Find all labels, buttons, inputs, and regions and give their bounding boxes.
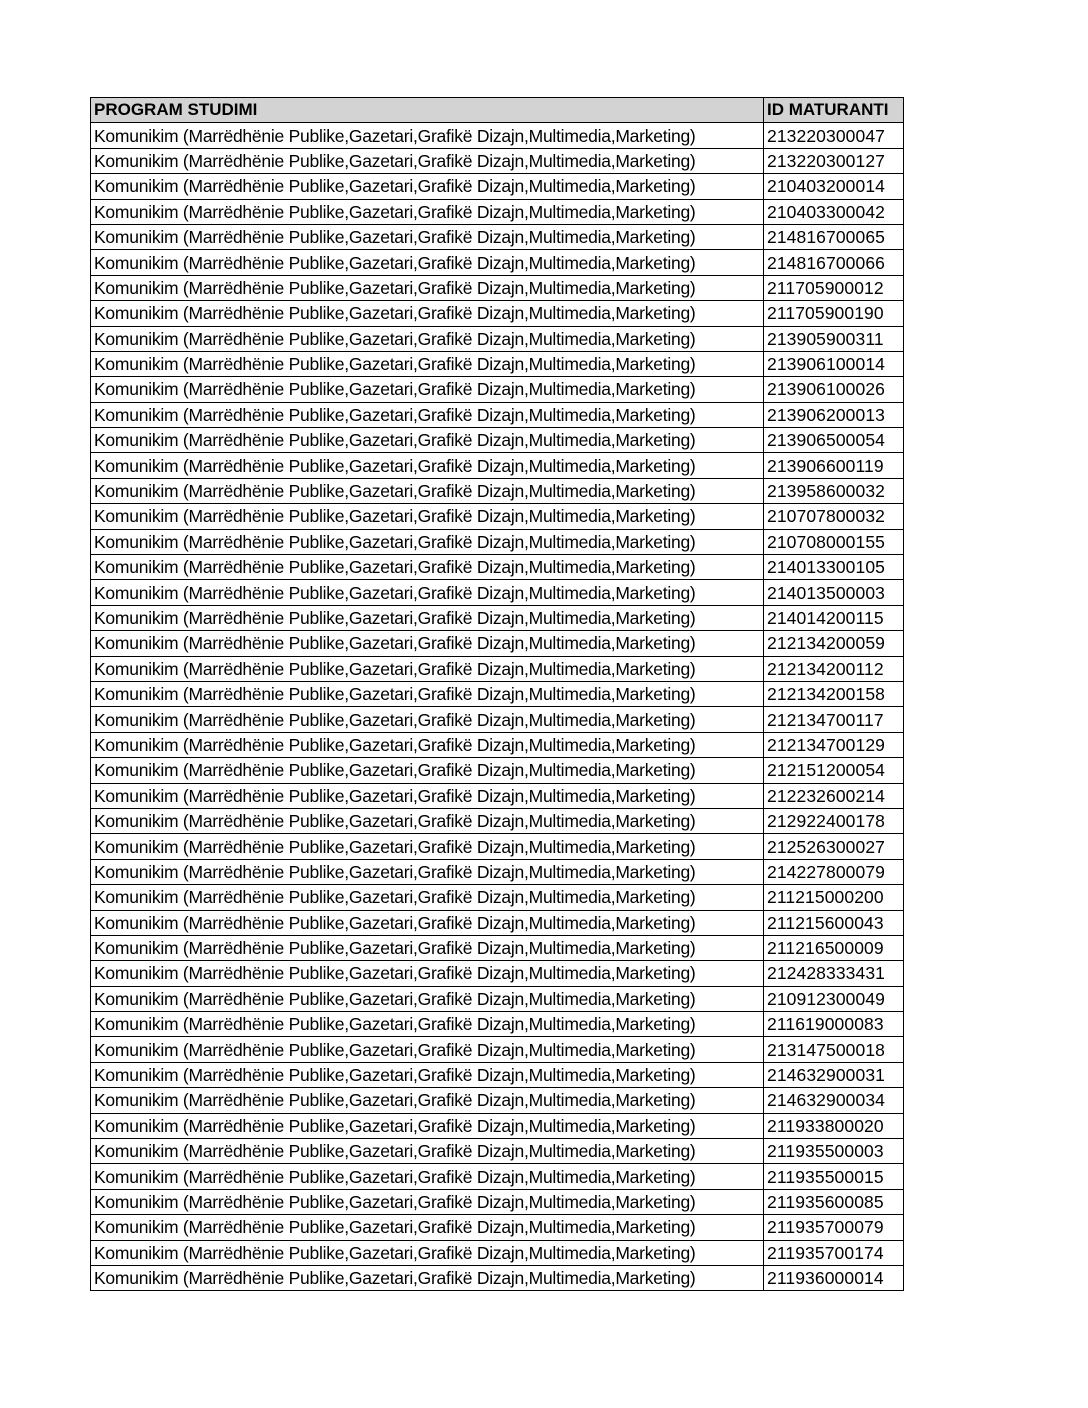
program-cell: Komunikim (Marrëdhënie Publike,Gazetari,Grafikë Dizajn,Multimedia,Marketing): [91, 504, 764, 529]
program-cell: Komunikim (Marrëdhënie Publike,Gazetari,Grafikë Dizajn,Multimedia,Marketing): [91, 1062, 764, 1087]
id-maturanti-cell: 214816700066: [764, 250, 904, 275]
table-row: [91, 707, 904, 732]
table-row: [91, 834, 904, 859]
program-cell: Komunikim (Marrëdhënie Publike,Gazetari,Grafikë Dizajn,Multimedia,Marketing): [91, 859, 764, 884]
table-body: [91, 123, 904, 1291]
table-row: [91, 910, 904, 935]
results-sheet: [90, 97, 903, 1291]
table-row: [91, 377, 904, 402]
header-id-maturanti: ID MATURANTI: [764, 98, 904, 123]
table-header: [91, 98, 904, 123]
id-maturanti-cell: 211705900190: [764, 301, 904, 326]
id-maturanti-cell: 213147500018: [764, 1037, 904, 1062]
program-cell: Komunikim (Marrëdhënie Publike,Gazetari,Grafikë Dizajn,Multimedia,Marketing): [91, 402, 764, 427]
id-maturanti-cell: 210707800032: [764, 504, 904, 529]
id-maturanti-cell: 212922400178: [764, 808, 904, 833]
id-maturanti-cell: 212134200059: [764, 631, 904, 656]
program-cell: Komunikim (Marrëdhënie Publike,Gazetari,Grafikë Dizajn,Multimedia,Marketing): [91, 555, 764, 580]
program-cell: Komunikim (Marrëdhënie Publike,Gazetari,Grafikë Dizajn,Multimedia,Marketing): [91, 808, 764, 833]
id-maturanti-cell: 214632900031: [764, 1062, 904, 1087]
id-maturanti-cell: 212232600214: [764, 783, 904, 808]
id-maturanti-cell: 214014200115: [764, 605, 904, 630]
table-row: [91, 605, 904, 630]
table-row: [91, 529, 904, 554]
program-cell: Komunikim (Marrëdhënie Publike,Gazetari,Grafikë Dizajn,Multimedia,Marketing): [91, 326, 764, 351]
program-cell: Komunikim (Marrëdhënie Publike,Gazetari,Grafikë Dizajn,Multimedia,Marketing): [91, 1240, 764, 1265]
program-cell: Komunikim (Marrëdhënie Publike,Gazetari,Grafikë Dizajn,Multimedia,Marketing): [91, 478, 764, 503]
id-maturanti-cell: 213958600032: [764, 478, 904, 503]
results-table: [90, 97, 904, 1291]
program-cell: Komunikim (Marrëdhënie Publike,Gazetari,Grafikë Dizajn,Multimedia,Marketing): [91, 885, 764, 910]
table-row: [91, 808, 904, 833]
id-maturanti-cell: 213905900311: [764, 326, 904, 351]
id-maturanti-cell: 210403300042: [764, 199, 904, 224]
id-maturanti-cell: 212134700129: [764, 732, 904, 757]
table-row: [91, 1113, 904, 1138]
program-cell: Komunikim (Marrëdhënie Publike,Gazetari,Grafikë Dizajn,Multimedia,Marketing): [91, 199, 764, 224]
id-maturanti-cell: 212134200112: [764, 656, 904, 681]
table-row: [91, 148, 904, 173]
id-maturanti-cell: 210403200014: [764, 174, 904, 199]
program-cell: Komunikim (Marrëdhënie Publike,Gazetari,Grafikë Dizajn,Multimedia,Marketing): [91, 935, 764, 960]
id-maturanti-cell: 212428333431: [764, 961, 904, 986]
id-maturanti-cell: 214227800079: [764, 859, 904, 884]
program-cell: Komunikim (Marrëdhënie Publike,Gazetari,Grafikë Dizajn,Multimedia,Marketing): [91, 758, 764, 783]
id-maturanti-cell: 213906600119: [764, 453, 904, 478]
program-cell: Komunikim (Marrëdhënie Publike,Gazetari,Grafikë Dizajn,Multimedia,Marketing): [91, 1113, 764, 1138]
table-row: [91, 885, 904, 910]
table-row: [91, 199, 904, 224]
id-maturanti-cell: 214013300105: [764, 555, 904, 580]
table-row: [91, 402, 904, 427]
program-cell: Komunikim (Marrëdhënie Publike,Gazetari,Grafikë Dizajn,Multimedia,Marketing): [91, 1139, 764, 1164]
table-row: [91, 1240, 904, 1265]
program-cell: Komunikim (Marrëdhënie Publike,Gazetari,Grafikë Dizajn,Multimedia,Marketing): [91, 605, 764, 630]
id-maturanti-cell: 211933800020: [764, 1113, 904, 1138]
program-cell: Komunikim (Marrëdhënie Publike,Gazetari,Grafikë Dizajn,Multimedia,Marketing): [91, 250, 764, 275]
table-row: [91, 453, 904, 478]
id-maturanti-cell: 211705900012: [764, 275, 904, 300]
program-cell: Komunikim (Marrëdhënie Publike,Gazetari,Grafikë Dizajn,Multimedia,Marketing): [91, 681, 764, 706]
program-cell: Komunikim (Marrëdhënie Publike,Gazetari,Grafikë Dizajn,Multimedia,Marketing): [91, 148, 764, 173]
id-maturanti-cell: 211215000200: [764, 885, 904, 910]
id-maturanti-cell: 213220300127: [764, 148, 904, 173]
table-row: [91, 986, 904, 1011]
id-maturanti-cell: 210912300049: [764, 986, 904, 1011]
table-row: [91, 935, 904, 960]
table-row: [91, 555, 904, 580]
program-cell: Komunikim (Marrëdhënie Publike,Gazetari,Grafikë Dizajn,Multimedia,Marketing): [91, 1012, 764, 1037]
id-maturanti-cell: 213906100014: [764, 351, 904, 376]
id-maturanti-cell: 214632900034: [764, 1088, 904, 1113]
table-row: [91, 428, 904, 453]
program-cell: Komunikim (Marrëdhënie Publike,Gazetari,Grafikë Dizajn,Multimedia,Marketing): [91, 123, 764, 148]
program-cell: Komunikim (Marrëdhënie Publike,Gazetari,Grafikë Dizajn,Multimedia,Marketing): [91, 351, 764, 376]
program-cell: Komunikim (Marrëdhënie Publike,Gazetari,Grafikë Dizajn,Multimedia,Marketing): [91, 961, 764, 986]
program-cell: Komunikim (Marrëdhënie Publike,Gazetari,Grafikë Dizajn,Multimedia,Marketing): [91, 1164, 764, 1189]
table-row: [91, 224, 904, 249]
table-row: [91, 859, 904, 884]
id-maturanti-cell: 213906500054: [764, 428, 904, 453]
id-maturanti-cell: 212151200054: [764, 758, 904, 783]
id-maturanti-cell: 211935500003: [764, 1139, 904, 1164]
program-cell: Komunikim (Marrëdhënie Publike,Gazetari,Grafikë Dizajn,Multimedia,Marketing): [91, 1265, 764, 1290]
program-cell: Komunikim (Marrëdhënie Publike,Gazetari,Grafikë Dizajn,Multimedia,Marketing): [91, 910, 764, 935]
id-maturanti-cell: 210708000155: [764, 529, 904, 554]
table-row: [91, 1088, 904, 1113]
id-maturanti-cell: 211935500015: [764, 1164, 904, 1189]
header-row: [91, 98, 904, 123]
program-cell: Komunikim (Marrëdhënie Publike,Gazetari,Grafikë Dizajn,Multimedia,Marketing): [91, 986, 764, 1011]
table-row: [91, 275, 904, 300]
program-cell: Komunikim (Marrëdhënie Publike,Gazetari,Grafikë Dizajn,Multimedia,Marketing): [91, 377, 764, 402]
table-row: [91, 681, 904, 706]
table-row: [91, 656, 904, 681]
table-row: [91, 1215, 904, 1240]
table-row: [91, 174, 904, 199]
id-maturanti-cell: 214013500003: [764, 580, 904, 605]
program-cell: Komunikim (Marrëdhënie Publike,Gazetari,Grafikë Dizajn,Multimedia,Marketing): [91, 1037, 764, 1062]
program-cell: Komunikim (Marrëdhënie Publike,Gazetari,Grafikë Dizajn,Multimedia,Marketing): [91, 301, 764, 326]
table-row: [91, 1189, 904, 1214]
program-cell: Komunikim (Marrëdhënie Publike,Gazetari,Grafikë Dizajn,Multimedia,Marketing): [91, 783, 764, 808]
id-maturanti-cell: 211216500009: [764, 935, 904, 960]
table-row: [91, 631, 904, 656]
program-cell: Komunikim (Marrëdhënie Publike,Gazetari,Grafikë Dizajn,Multimedia,Marketing): [91, 275, 764, 300]
id-maturanti-cell: 211935600085: [764, 1189, 904, 1214]
table-row: [91, 478, 904, 503]
id-maturanti-cell: 213220300047: [764, 123, 904, 148]
table-row: [91, 580, 904, 605]
table-row: [91, 123, 904, 148]
program-cell: Komunikim (Marrëdhënie Publike,Gazetari,Grafikë Dizajn,Multimedia,Marketing): [91, 707, 764, 732]
id-maturanti-cell: 213906200013: [764, 402, 904, 427]
program-cell: Komunikim (Marrëdhënie Publike,Gazetari,Grafikë Dizajn,Multimedia,Marketing): [91, 453, 764, 478]
id-maturanti-cell: 211935700174: [764, 1240, 904, 1265]
program-cell: Komunikim (Marrëdhënie Publike,Gazetari,Grafikë Dizajn,Multimedia,Marketing): [91, 1189, 764, 1214]
program-cell: Komunikim (Marrëdhënie Publike,Gazetari,Grafikë Dizajn,Multimedia,Marketing): [91, 732, 764, 757]
table-row: [91, 961, 904, 986]
table-row: [91, 758, 904, 783]
id-maturanti-cell: 211215600043: [764, 910, 904, 935]
id-maturanti-cell: 211936000014: [764, 1265, 904, 1290]
table-row: [91, 1012, 904, 1037]
id-maturanti-cell: 212526300027: [764, 834, 904, 859]
table-row: [91, 250, 904, 275]
table-row: [91, 1139, 904, 1164]
program-cell: Komunikim (Marrëdhënie Publike,Gazetari,Grafikë Dizajn,Multimedia,Marketing): [91, 224, 764, 249]
table-row: [91, 1037, 904, 1062]
table-row: [91, 783, 904, 808]
table-row: [91, 504, 904, 529]
id-maturanti-cell: 211619000083: [764, 1012, 904, 1037]
table-row: [91, 326, 904, 351]
program-cell: Komunikim (Marrëdhënie Publike,Gazetari,Grafikë Dizajn,Multimedia,Marketing): [91, 834, 764, 859]
program-cell: Komunikim (Marrëdhënie Publike,Gazetari,Grafikë Dizajn,Multimedia,Marketing): [91, 580, 764, 605]
id-maturanti-cell: 213906100026: [764, 377, 904, 402]
table-row: [91, 301, 904, 326]
table-row: [91, 1265, 904, 1290]
program-cell: Komunikim (Marrëdhënie Publike,Gazetari,Grafikë Dizajn,Multimedia,Marketing): [91, 174, 764, 199]
program-cell: Komunikim (Marrëdhënie Publike,Gazetari,Grafikë Dizajn,Multimedia,Marketing): [91, 656, 764, 681]
table-row: [91, 1062, 904, 1087]
id-maturanti-cell: 212134200158: [764, 681, 904, 706]
program-cell: Komunikim (Marrëdhënie Publike,Gazetari,Grafikë Dizajn,Multimedia,Marketing): [91, 1088, 764, 1113]
program-cell: Komunikim (Marrëdhënie Publike,Gazetari,Grafikë Dizajn,Multimedia,Marketing): [91, 1215, 764, 1240]
table-row: [91, 1164, 904, 1189]
program-cell: Komunikim (Marrëdhënie Publike,Gazetari,Grafikë Dizajn,Multimedia,Marketing): [91, 428, 764, 453]
table-row: [91, 351, 904, 376]
table-row: [91, 732, 904, 757]
program-cell: Komunikim (Marrëdhënie Publike,Gazetari,Grafikë Dizajn,Multimedia,Marketing): [91, 631, 764, 656]
id-maturanti-cell: 211935700079: [764, 1215, 904, 1240]
id-maturanti-cell: 212134700117: [764, 707, 904, 732]
header-program-studimi: PROGRAM STUDIMI: [91, 98, 764, 123]
program-cell: Komunikim (Marrëdhënie Publike,Gazetari,Grafikë Dizajn,Multimedia,Marketing): [91, 529, 764, 554]
id-maturanti-cell: 214816700065: [764, 224, 904, 249]
